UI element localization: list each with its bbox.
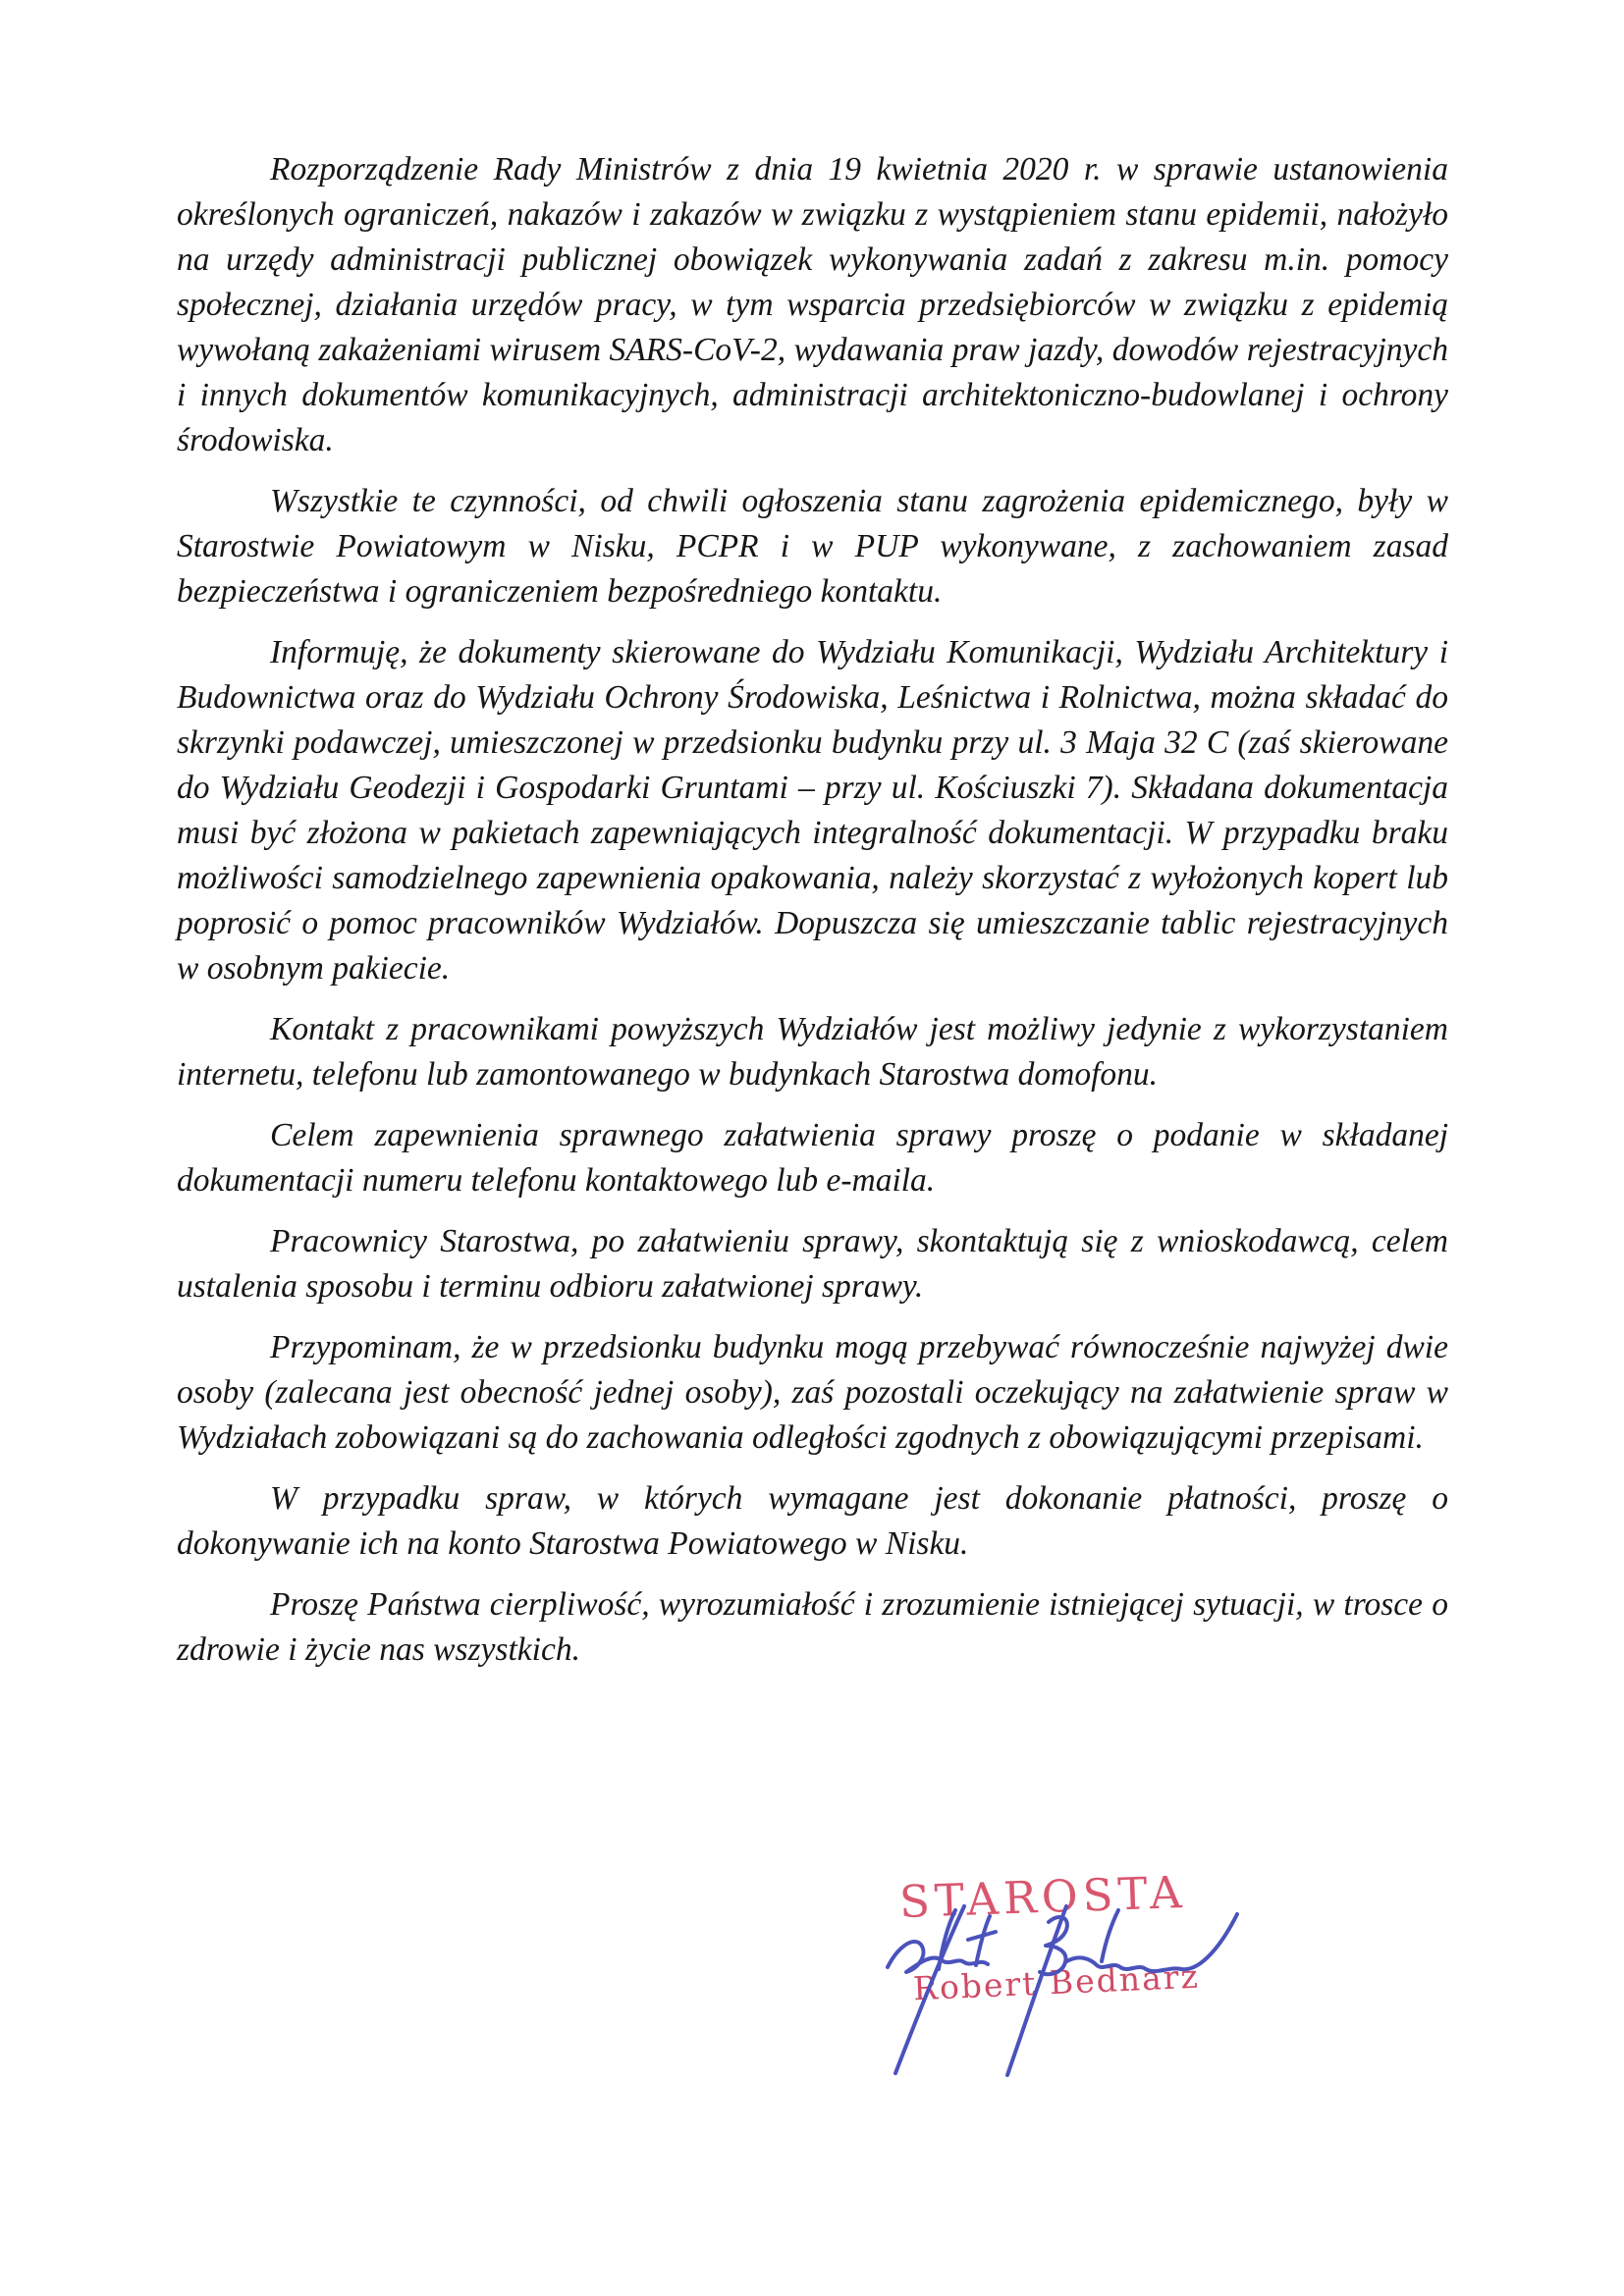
signer-name-stamp: Robert Bednarz — [912, 1956, 1201, 2008]
paragraph-5: Celem zapewnienia sprawnego załatwienia sprawy proszę o podanie w składanej dokumentacji numeru telefonu kontaktowego lub e-maila. — [177, 1117, 1448, 1199]
paragraph-3: Informuję, że dokumenty skierowane do Wydziału Komunikacji, Wydziału Architektury i Budownictwa oraz do Wydziału Ochrony Środowiska, Leśnictwa i Rolnictwa, można składać do skrzynki podawczej, umieszczonej w przedsionku budynku przy ul. 3 Maja 32 C (zaś skierowane do Wydziału Geodezji i Gospodarki Gruntami – przy ul. Kościuszki 7). Składana dokumentacja musi być złożona w pakietach zapewniających integralność dokumentacji. W przypadku braku możliwości samodzielnego zapewnienia opakowania, należy skorzystać z wyłożonych kopert lub poprosić o pomoc pracowników Wydziałów. Dopuszcza się umieszczanie tablic rejestracyjnych w osobnym pakiecie. — [177, 634, 1448, 987]
starosta-stamp-title: STAROSTA — [898, 1865, 1188, 1929]
paragraph-8: W przypadku spraw, w których wymagane jest dokonanie płatności, proszę o dokonywanie ich na konto Starostwa Powiatowego w Nisku. — [177, 1480, 1448, 1562]
paragraph-7: Przypominam, że w przedsionku budynku mogą przebywać równocześnie najwyżej dwie osoby (zalecana jest obecność jednej osoby), zaś pozostali oczekujący na załatwienie spraw w Wydziałach zobowiązani są do zachowania odległości zgodnych z obowiązującymi przepisami. — [177, 1329, 1448, 1456]
paragraph-1: Rozporządzenie Rady Ministrów z dnia 19 kwietnia 2020 r. w sprawie ustanowienia określonych ograniczeń, nakazów i zakazów w związku z wystąpieniem stanu epidemii, nałożyło na urzędy administracji publicznej obowiązek wykonywania zadań z zakresu m.in. pomocy społecznej, działania urzędów pracy, w tym wsparcia przedsiębiorców w związku z epidemią wywołaną zakażeniami wirusem SARS-CoV-2, wydawania praw jazdy, dowodów rejestracyjnych i innych dokumentów komunikacyjnych, administracji architektoniczno-budowlanej i ochrony środowiska. — [177, 151, 1448, 458]
paragraph-9: Proszę Państwa cierpliwość, wyrozumiałość i zrozumienie istniejącej sytuacji, w trosce o zdrowie i życie nas wszystkich. — [177, 1586, 1448, 1668]
letter-body — [177, 147, 1448, 1688]
signature-block — [844, 1863, 1306, 2109]
paragraph-4: Kontakt z pracownikami powyższych Wydziałów jest możliwy jedynie z wykorzystaniem internetu, telefonu lub zamontowanego w budynkach Starostwa domofonu. — [177, 1011, 1448, 1093]
paragraph-2: Wszystkie te czynności, od chwili ogłoszenia stanu zagrożenia epidemicznego, były w Starostwie Powiatowym w Nisku, PCPR i w PUP wykonywane, z zachowaniem zasad bezpieczeństwa i ograniczeniem bezpośredniego kontaktu. — [177, 483, 1448, 610]
paragraph-6: Pracownicy Starostwa, po załatwieniu sprawy, skontaktują się z wnioskodawcą, celem ustalenia sposobu i terminu odbioru załatwionej sprawy. — [177, 1223, 1448, 1305]
